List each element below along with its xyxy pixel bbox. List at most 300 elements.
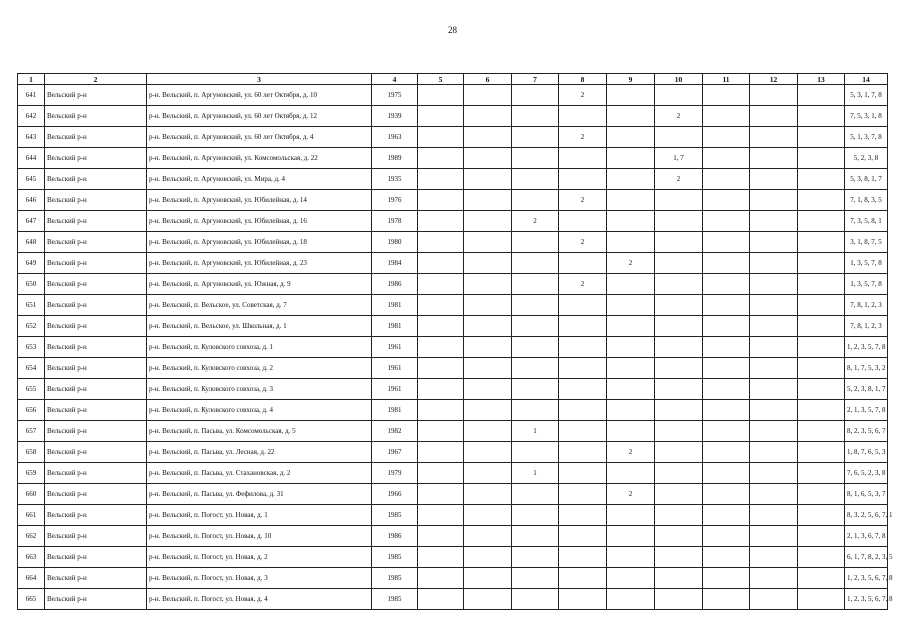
cell-row-number: 651 bbox=[18, 295, 45, 316]
cell-col-8: 2 bbox=[559, 190, 607, 211]
cell-col-13 bbox=[798, 526, 845, 547]
cell-col-13 bbox=[798, 337, 845, 358]
cell-col-6 bbox=[464, 169, 512, 190]
cell-col-9 bbox=[607, 505, 655, 526]
cell-col-10: 2 bbox=[655, 106, 703, 127]
cell-col-9 bbox=[607, 169, 655, 190]
cell-col-8: 2 bbox=[559, 232, 607, 253]
cell-col-8 bbox=[559, 421, 607, 442]
cell-address: р-н. Вельский, п. Аргуновский, ул. 60 лет Октября, д. 10 bbox=[147, 85, 372, 106]
cell-address: р-н. Вельский, п. Куловского совхоза, д. 2 bbox=[147, 358, 372, 379]
cell-col-6 bbox=[464, 421, 512, 442]
cell-col-9 bbox=[607, 547, 655, 568]
cell-col-8 bbox=[559, 589, 607, 610]
cell-year-built: 1961 bbox=[372, 337, 418, 358]
cell-col-12 bbox=[750, 484, 798, 505]
cell-district: Вельский р-н bbox=[45, 400, 147, 421]
cell-col-11 bbox=[703, 169, 750, 190]
cell-col-6 bbox=[464, 316, 512, 337]
cell-col-10 bbox=[655, 400, 703, 421]
cell-col-9 bbox=[607, 379, 655, 400]
cell-col-6 bbox=[464, 442, 512, 463]
cell-col-10 bbox=[655, 85, 703, 106]
cell-district: Вельский р-н bbox=[45, 253, 147, 274]
cell-col-13 bbox=[798, 358, 845, 379]
cell-col-7 bbox=[512, 526, 559, 547]
cell-col-10 bbox=[655, 253, 703, 274]
cell-district: Вельский р-н bbox=[45, 85, 147, 106]
cell-col-9 bbox=[607, 316, 655, 337]
cell-row-number: 660 bbox=[18, 484, 45, 505]
cell-col-5 bbox=[418, 358, 464, 379]
cell-col-8 bbox=[559, 379, 607, 400]
cell-col-7 bbox=[512, 589, 559, 610]
column-header-6: 6 bbox=[464, 74, 512, 85]
cell-col-13 bbox=[798, 190, 845, 211]
cell-col-8 bbox=[559, 505, 607, 526]
cell-col-13 bbox=[798, 463, 845, 484]
cell-col-12 bbox=[750, 379, 798, 400]
cell-col-7 bbox=[512, 106, 559, 127]
cell-row-number: 641 bbox=[18, 85, 45, 106]
cell-col-5 bbox=[418, 295, 464, 316]
cell-col-10 bbox=[655, 589, 703, 610]
cell-district: Вельский р-н bbox=[45, 274, 147, 295]
cell-col-5 bbox=[418, 526, 464, 547]
table-row bbox=[18, 274, 888, 295]
cell-col-11 bbox=[703, 442, 750, 463]
cell-row-number: 662 bbox=[18, 526, 45, 547]
cell-col-10 bbox=[655, 337, 703, 358]
cell-col-5 bbox=[418, 148, 464, 169]
cell-col-9 bbox=[607, 568, 655, 589]
cell-district: Вельский р-н bbox=[45, 589, 147, 610]
cell-year-built: 1961 bbox=[372, 379, 418, 400]
cell-col-6 bbox=[464, 148, 512, 169]
cell-col-13 bbox=[798, 400, 845, 421]
column-header-12: 12 bbox=[750, 74, 798, 85]
cell-col-5 bbox=[418, 337, 464, 358]
cell-col-11 bbox=[703, 295, 750, 316]
cell-col-8 bbox=[559, 568, 607, 589]
cell-col-14-codes: 7, 8, 1, 2, 3 bbox=[845, 295, 888, 316]
cell-col-13 bbox=[798, 106, 845, 127]
cell-year-built: 1961 bbox=[372, 358, 418, 379]
cell-col-6 bbox=[464, 211, 512, 232]
cell-col-11 bbox=[703, 148, 750, 169]
cell-district: Вельский р-н bbox=[45, 526, 147, 547]
cell-col-10 bbox=[655, 505, 703, 526]
cell-col-6 bbox=[464, 337, 512, 358]
cell-col-13 bbox=[798, 232, 845, 253]
table-row bbox=[18, 547, 888, 568]
cell-address: р-н. Вельский, п. Аргуновский, ул. 60 лет Октября, д. 4 bbox=[147, 127, 372, 148]
cell-address: р-н. Вельский, п. Пасьва, ул. Лесная, д. 22 bbox=[147, 442, 372, 463]
cell-col-5 bbox=[418, 106, 464, 127]
cell-col-9 bbox=[607, 232, 655, 253]
cell-col-11 bbox=[703, 358, 750, 379]
cell-col-11 bbox=[703, 127, 750, 148]
cell-district: Вельский р-н bbox=[45, 484, 147, 505]
cell-col-12 bbox=[750, 106, 798, 127]
cell-col-6 bbox=[464, 568, 512, 589]
cell-col-11 bbox=[703, 190, 750, 211]
cell-year-built: 1985 bbox=[372, 589, 418, 610]
cell-col-6 bbox=[464, 106, 512, 127]
cell-col-11 bbox=[703, 400, 750, 421]
cell-address: р-н. Вельский, п. Аргуновский, ул. Комсомольская, д. 22 bbox=[147, 148, 372, 169]
cell-col-11 bbox=[703, 379, 750, 400]
cell-col-10 bbox=[655, 526, 703, 547]
table-row bbox=[18, 253, 888, 274]
cell-col-7 bbox=[512, 505, 559, 526]
cell-col-6 bbox=[464, 85, 512, 106]
cell-col-9 bbox=[607, 589, 655, 610]
cell-col-5 bbox=[418, 253, 464, 274]
cell-address: р-н. Вельский, п. Аргуновский, ул. Юбилейная, д. 18 bbox=[147, 232, 372, 253]
cell-district: Вельский р-н bbox=[45, 127, 147, 148]
cell-col-12 bbox=[750, 127, 798, 148]
cell-col-14-codes: 2, 1, 3, 6, 7, 8 bbox=[845, 526, 888, 547]
cell-district: Вельский р-н bbox=[45, 295, 147, 316]
cell-col-8 bbox=[559, 253, 607, 274]
cell-col-7 bbox=[512, 232, 559, 253]
cell-col-5 bbox=[418, 274, 464, 295]
cell-col-11 bbox=[703, 337, 750, 358]
cell-col-13 bbox=[798, 253, 845, 274]
column-header-3: 3 bbox=[147, 74, 372, 85]
cell-col-10 bbox=[655, 232, 703, 253]
cell-district: Вельский р-н bbox=[45, 211, 147, 232]
cell-address: р-н. Вельский, п. Куловского совхоза, д. 3 bbox=[147, 379, 372, 400]
cell-col-6 bbox=[464, 295, 512, 316]
cell-district: Вельский р-н bbox=[45, 190, 147, 211]
cell-col-7: 1 bbox=[512, 463, 559, 484]
cell-col-7 bbox=[512, 316, 559, 337]
table-body bbox=[18, 85, 893, 610]
cell-col-7 bbox=[512, 484, 559, 505]
cell-col-8 bbox=[559, 337, 607, 358]
cell-district: Вельский р-н bbox=[45, 463, 147, 484]
cell-col-6 bbox=[464, 484, 512, 505]
cell-year-built: 1981 bbox=[372, 316, 418, 337]
cell-col-6 bbox=[464, 400, 512, 421]
cell-row-number: 644 bbox=[18, 148, 45, 169]
cell-col-11 bbox=[703, 589, 750, 610]
cell-col-9 bbox=[607, 274, 655, 295]
cell-col-7 bbox=[512, 190, 559, 211]
table-row bbox=[18, 190, 888, 211]
cell-address: р-н. Вельский, п. Аргуновский, ул. Мира, д. 4 bbox=[147, 169, 372, 190]
table-row bbox=[18, 589, 888, 610]
cell-col-6 bbox=[464, 547, 512, 568]
table-row bbox=[18, 568, 888, 589]
cell-address: р-н. Вельский, п. Пасьва, ул. Стахановская, д. 2 bbox=[147, 463, 372, 484]
cell-district: Вельский р-н bbox=[45, 505, 147, 526]
column-header-9: 9 bbox=[607, 74, 655, 85]
cell-col-7 bbox=[512, 169, 559, 190]
cell-col-12 bbox=[750, 526, 798, 547]
cell-col-9 bbox=[607, 463, 655, 484]
cell-col-8 bbox=[559, 526, 607, 547]
cell-col-7 bbox=[512, 127, 559, 148]
cell-year-built: 1986 bbox=[372, 526, 418, 547]
cell-col-10 bbox=[655, 358, 703, 379]
table-row bbox=[18, 379, 888, 400]
cell-col-13 bbox=[798, 274, 845, 295]
cell-col-14-codes: 1, 2, 3, 5, 7, 8 bbox=[845, 337, 888, 358]
cell-col-12 bbox=[750, 232, 798, 253]
cell-year-built: 1978 bbox=[372, 211, 418, 232]
cell-col-14-codes: 8, 2, 3, 5, 6, 7 bbox=[845, 421, 888, 442]
cell-address: р-н. Вельский, п. Пасьва, ул. Фефилова, д. 31 bbox=[147, 484, 372, 505]
cell-col-11 bbox=[703, 211, 750, 232]
cell-col-11 bbox=[703, 274, 750, 295]
cell-address: р-н. Вельский, п. Погост, ул. Новая, д. 2 bbox=[147, 547, 372, 568]
column-header-7: 7 bbox=[512, 74, 559, 85]
cell-col-11 bbox=[703, 505, 750, 526]
cell-year-built: 1980 bbox=[372, 232, 418, 253]
cell-col-9 bbox=[607, 85, 655, 106]
cell-row-number: 652 bbox=[18, 316, 45, 337]
cell-col-5 bbox=[418, 568, 464, 589]
cell-row-number: 658 bbox=[18, 442, 45, 463]
cell-col-13 bbox=[798, 316, 845, 337]
cell-col-13 bbox=[798, 211, 845, 232]
cell-col-14-codes: 7, 8, 1, 2, 3 bbox=[845, 316, 888, 337]
cell-address: р-н. Вельский, п. Куловского совхоза, д. 4 bbox=[147, 400, 372, 421]
column-header-13: 13 bbox=[798, 74, 845, 85]
cell-col-13 bbox=[798, 505, 845, 526]
cell-col-9: 2 bbox=[607, 253, 655, 274]
cell-col-12 bbox=[750, 190, 798, 211]
cell-col-5 bbox=[418, 169, 464, 190]
cell-col-7 bbox=[512, 547, 559, 568]
cell-col-14-codes: 7, 5, 3, 1, 8 bbox=[845, 106, 888, 127]
table-row bbox=[18, 148, 888, 169]
cell-col-11 bbox=[703, 106, 750, 127]
cell-col-10 bbox=[655, 442, 703, 463]
cell-district: Вельский р-н bbox=[45, 547, 147, 568]
cell-col-11 bbox=[703, 463, 750, 484]
table-row bbox=[18, 526, 888, 547]
cell-col-11 bbox=[703, 526, 750, 547]
cell-year-built: 1989 bbox=[372, 148, 418, 169]
cell-address: р-н. Вельский, п. Куловского совхоза, д. 1 bbox=[147, 337, 372, 358]
cell-col-13 bbox=[798, 379, 845, 400]
cell-col-9 bbox=[607, 211, 655, 232]
cell-year-built: 1939 bbox=[372, 106, 418, 127]
cell-col-14-codes: 5, 2, 3, 8, 1, 7 bbox=[845, 379, 888, 400]
cell-col-12 bbox=[750, 148, 798, 169]
cell-col-13 bbox=[798, 442, 845, 463]
cell-col-9 bbox=[607, 295, 655, 316]
cell-col-14-codes: 1, 3, 5, 7, 8 bbox=[845, 274, 888, 295]
cell-col-8 bbox=[559, 148, 607, 169]
cell-col-10 bbox=[655, 274, 703, 295]
cell-col-7 bbox=[512, 295, 559, 316]
cell-address: р-н. Вельский, п. Вельское, ул. Советская, д. 7 bbox=[147, 295, 372, 316]
cell-district: Вельский р-н bbox=[45, 379, 147, 400]
table-row bbox=[18, 85, 888, 106]
cell-col-13 bbox=[798, 547, 845, 568]
cell-col-14-codes: 5, 2, 3, 8 bbox=[845, 148, 888, 169]
cell-col-5 bbox=[418, 85, 464, 106]
cell-col-5 bbox=[418, 463, 464, 484]
cell-col-6 bbox=[464, 505, 512, 526]
cell-col-9 bbox=[607, 526, 655, 547]
cell-col-13 bbox=[798, 169, 845, 190]
cell-col-14-codes: 8, 3, 2, 5, 6, 7, 1 bbox=[845, 505, 888, 526]
cell-row-number: 647 bbox=[18, 211, 45, 232]
cell-year-built: 1975 bbox=[372, 85, 418, 106]
cell-col-8 bbox=[559, 547, 607, 568]
cell-col-12 bbox=[750, 463, 798, 484]
cell-col-8 bbox=[559, 295, 607, 316]
cell-address: р-н. Вельский, п. Аргуновский, ул. Южная, д. 9 bbox=[147, 274, 372, 295]
cell-col-7 bbox=[512, 442, 559, 463]
cell-col-6 bbox=[464, 253, 512, 274]
cell-col-6 bbox=[464, 127, 512, 148]
cell-address: р-н. Вельский, п. Погост, ул. Новая, д. 1 bbox=[147, 505, 372, 526]
cell-col-14-codes: 1, 8, 7, 6, 5, 3 bbox=[845, 442, 888, 463]
cell-year-built: 1981 bbox=[372, 295, 418, 316]
cell-col-8 bbox=[559, 316, 607, 337]
cell-col-7 bbox=[512, 400, 559, 421]
cell-row-number: 657 bbox=[18, 421, 45, 442]
cell-col-5 bbox=[418, 211, 464, 232]
cell-col-10 bbox=[655, 379, 703, 400]
column-header-2: 2 bbox=[45, 74, 147, 85]
cell-col-5 bbox=[418, 400, 464, 421]
cell-district: Вельский р-н bbox=[45, 148, 147, 169]
cell-col-9 bbox=[607, 106, 655, 127]
cell-address: р-н. Вельский, п. Погост, ул. Новая, д. 4 bbox=[147, 589, 372, 610]
cell-address: р-н. Вельский, п. Аргуновский, ул. Юбилейная, д. 23 bbox=[147, 253, 372, 274]
cell-col-6 bbox=[464, 463, 512, 484]
cell-row-number: 649 bbox=[18, 253, 45, 274]
cell-year-built: 1985 bbox=[372, 505, 418, 526]
cell-col-10: 2 bbox=[655, 169, 703, 190]
cell-year-built: 1985 bbox=[372, 568, 418, 589]
table-row bbox=[18, 442, 888, 463]
cell-col-12 bbox=[750, 85, 798, 106]
cell-col-13 bbox=[798, 421, 845, 442]
cell-col-10 bbox=[655, 568, 703, 589]
column-header-8: 8 bbox=[559, 74, 607, 85]
table-row bbox=[18, 316, 888, 337]
cell-col-12 bbox=[750, 505, 798, 526]
cell-col-11 bbox=[703, 547, 750, 568]
cell-col-12 bbox=[750, 316, 798, 337]
cell-col-10 bbox=[655, 295, 703, 316]
cell-col-10 bbox=[655, 211, 703, 232]
cell-year-built: 1982 bbox=[372, 421, 418, 442]
cell-col-8: 2 bbox=[559, 85, 607, 106]
cell-col-14-codes: 5, 3, 1, 7, 8 bbox=[845, 85, 888, 106]
cell-row-number: 659 bbox=[18, 463, 45, 484]
cell-col-13 bbox=[798, 589, 845, 610]
cell-col-13 bbox=[798, 85, 845, 106]
cell-row-number: 642 bbox=[18, 106, 45, 127]
cell-year-built: 1981 bbox=[372, 400, 418, 421]
cell-year-built: 1967 bbox=[372, 442, 418, 463]
cell-col-14-codes: 7, 1, 8, 3, 5 bbox=[845, 190, 888, 211]
cell-col-14-codes: 6, 1, 7, 8, 2, 3, 5 bbox=[845, 547, 888, 568]
cell-col-11 bbox=[703, 568, 750, 589]
cell-col-13 bbox=[798, 127, 845, 148]
cell-row-number: 646 bbox=[18, 190, 45, 211]
table-row bbox=[18, 358, 888, 379]
cell-district: Вельский р-н bbox=[45, 568, 147, 589]
cell-col-12 bbox=[750, 337, 798, 358]
table-row bbox=[18, 505, 888, 526]
housing-registry-table bbox=[17, 73, 893, 610]
table-row bbox=[18, 232, 888, 253]
cell-col-6 bbox=[464, 379, 512, 400]
cell-col-6 bbox=[464, 526, 512, 547]
cell-district: Вельский р-н bbox=[45, 421, 147, 442]
cell-row-number: 650 bbox=[18, 274, 45, 295]
cell-row-number: 656 bbox=[18, 400, 45, 421]
cell-col-5 bbox=[418, 127, 464, 148]
cell-col-7 bbox=[512, 568, 559, 589]
cell-col-14-codes: 8, 1, 6, 5, 3, 7 bbox=[845, 484, 888, 505]
cell-col-6 bbox=[464, 358, 512, 379]
cell-col-14-codes: 1, 3, 5, 7, 8 bbox=[845, 253, 888, 274]
cell-col-7 bbox=[512, 85, 559, 106]
cell-address: р-н. Вельский, п. Погост, ул. Новая, д. 10 bbox=[147, 526, 372, 547]
cell-col-11 bbox=[703, 316, 750, 337]
cell-col-12 bbox=[750, 400, 798, 421]
cell-col-12 bbox=[750, 253, 798, 274]
cell-col-5 bbox=[418, 232, 464, 253]
cell-col-10 bbox=[655, 127, 703, 148]
cell-col-8 bbox=[559, 358, 607, 379]
column-header-11: 11 bbox=[703, 74, 750, 85]
cell-col-5 bbox=[418, 589, 464, 610]
cell-col-7 bbox=[512, 148, 559, 169]
cell-col-12 bbox=[750, 547, 798, 568]
cell-row-number: 653 bbox=[18, 337, 45, 358]
cell-col-8 bbox=[559, 400, 607, 421]
column-header-4: 4 bbox=[372, 74, 418, 85]
cell-col-12 bbox=[750, 211, 798, 232]
table-row bbox=[18, 421, 888, 442]
cell-col-11 bbox=[703, 85, 750, 106]
cell-col-12 bbox=[750, 274, 798, 295]
cell-address: р-н. Вельский, п. Аргуновский, ул. Юбилейная, д. 14 bbox=[147, 190, 372, 211]
cell-district: Вельский р-н bbox=[45, 358, 147, 379]
cell-col-7: 2 bbox=[512, 211, 559, 232]
cell-col-5 bbox=[418, 379, 464, 400]
table-row bbox=[18, 106, 888, 127]
cell-year-built: 1986 bbox=[372, 274, 418, 295]
cell-col-13 bbox=[798, 295, 845, 316]
cell-col-9 bbox=[607, 127, 655, 148]
cell-col-11 bbox=[703, 253, 750, 274]
cell-col-10 bbox=[655, 421, 703, 442]
cell-row-number: 665 bbox=[18, 589, 45, 610]
cell-year-built: 1976 bbox=[372, 190, 418, 211]
cell-row-number: 645 bbox=[18, 169, 45, 190]
cell-col-14-codes: 2, 1, 3, 5, 7, 8 bbox=[845, 400, 888, 421]
cell-col-8 bbox=[559, 106, 607, 127]
cell-address: р-н. Вельский, п. Аргуновский, ул. Юбилейная, д. 16 bbox=[147, 211, 372, 232]
cell-address: р-н. Вельский, п. Погост, ул. Новая, д. 3 bbox=[147, 568, 372, 589]
cell-col-6 bbox=[464, 190, 512, 211]
table-row bbox=[18, 127, 888, 148]
